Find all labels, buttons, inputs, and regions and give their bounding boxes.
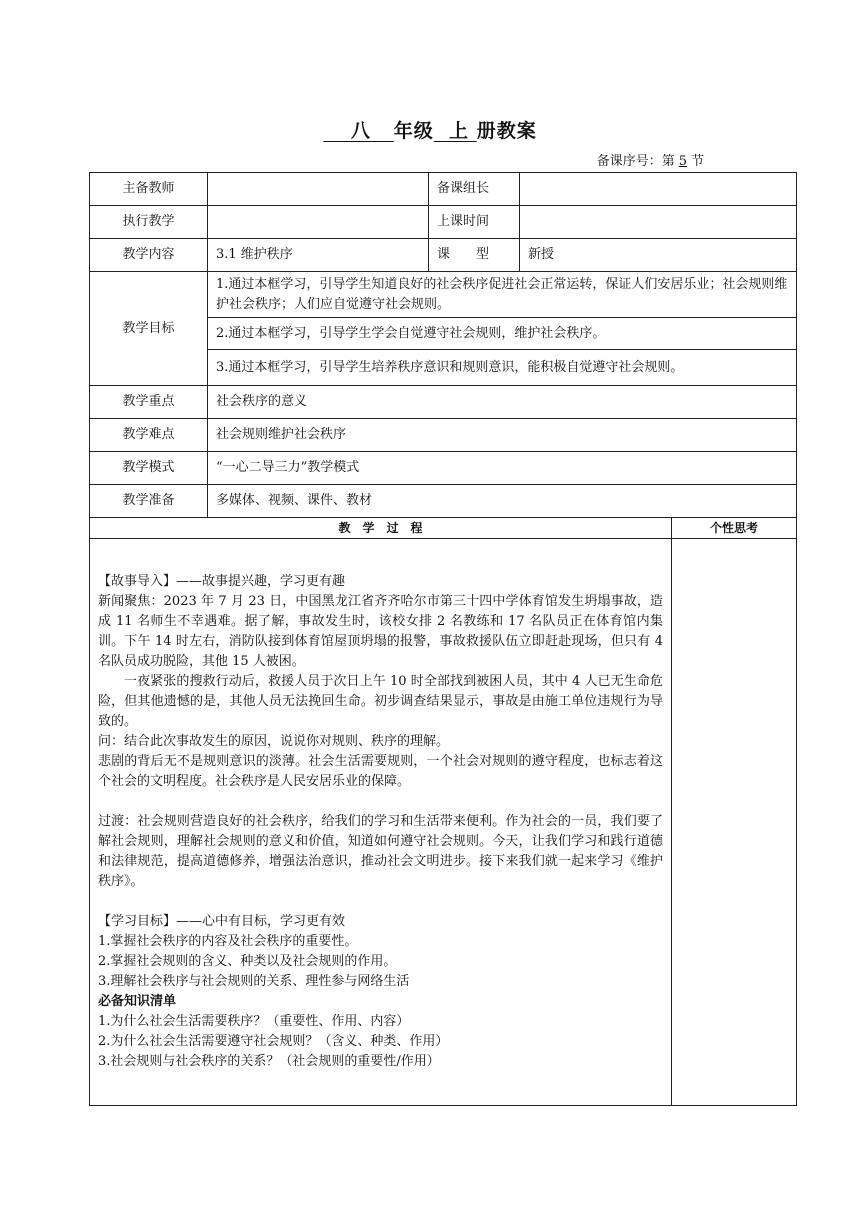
answer-paragraph: 悲剧的背后无不是规则意识的淡薄。社会生活需要规则，一个社会对规则的遵守程度，也标志着这个社会的文明程度。社会秩序是人民安居乐业的保障。 — [98, 754, 663, 789]
process-body — [90, 539, 672, 1106]
objective-item: 1.掌握社会秩序的内容及社会秩序的重要性。 — [98, 934, 358, 949]
lesson-num: 5 — [678, 154, 687, 169]
checklist-item: 1.为什么社会生活需要秩序？（重要性、作用、内容） — [98, 1014, 410, 1029]
transition-paragraph: 过渡：社会规则营造良好的社会秩序，给我们的学习和生活带来便利。作为社会的一员，我们要了解社会规则，理解社会规则的意义和价值，知道如何遵守社会规则。今天，让我们学习和践行道德和法律规范，提高道德修养，增强法治意识，推动社会文明进步。接下来我们就一起来学习《维护秩序》。 — [98, 814, 663, 889]
chief-teacher-value[interactable] — [208, 173, 429, 206]
row-exec-teacher — [90, 206, 797, 239]
row-mode — [90, 452, 797, 485]
thinking-heading: 个性思考 — [672, 518, 797, 539]
checklist-title: 必备知识清单 — [98, 994, 177, 1009]
key-value: 社会秩序的意义 — [208, 386, 797, 419]
lesson-plan-table — [89, 172, 797, 1106]
row-difficulty — [90, 419, 797, 452]
objective-item: 2.掌握社会规则的含义、种类以及社会规则的作用。 — [98, 954, 397, 969]
group-leader-label: 备课组长 — [429, 173, 520, 206]
mode-label: 教学模式 — [90, 452, 208, 485]
type-value: 新授 — [520, 239, 797, 272]
lesson-number — [597, 150, 704, 169]
volume-field: 上 — [449, 120, 470, 142]
prep-value: 多媒体、视频、课件、教材 — [208, 485, 797, 518]
goal-item: 3.通过本框学习，引导学生培养秩序意识和规则意识，能积极自觉遵守社会规则。 — [208, 350, 797, 386]
checklist-item: 3.社会规则与社会秩序的关系？（社会规则的重要性/作用） — [98, 1054, 440, 1069]
row-content — [90, 239, 797, 272]
class-time-value[interactable] — [520, 206, 797, 239]
lesson-prefix: 备课序号：第 — [596, 154, 675, 169]
spacer — [98, 892, 663, 912]
mode-value: “一心二导三力”教学模式 — [208, 452, 797, 485]
grade-suffix: 年级 — [393, 120, 434, 142]
type-label: 课 型 — [429, 239, 520, 272]
lesson-suffix: 节 — [690, 154, 704, 169]
prep-label: 教学准备 — [90, 485, 208, 518]
grade-field: 八 — [350, 120, 371, 142]
group-leader-value[interactable] — [520, 173, 797, 206]
row-chief-teacher — [90, 173, 797, 206]
row-key — [90, 386, 797, 419]
objective-item: 3.理解社会秩序与社会规则的关系、理性参与网络生活 — [98, 974, 410, 989]
key-label: 教学重点 — [90, 386, 208, 419]
volume-suffix: 册教案 — [476, 120, 537, 142]
content-value: 3.1 维护秩序 — [208, 239, 429, 272]
row-process-head — [90, 518, 797, 539]
row-process-body — [90, 539, 797, 1106]
question-paragraph: 问：结合此次事故发生的原因，说说你对规则、秩序的理解。 — [98, 734, 450, 749]
exec-teacher-value[interactable] — [208, 206, 429, 239]
difficulty-value: 社会规则维护社会秩序 — [208, 419, 797, 452]
thinking-notes[interactable] — [672, 539, 797, 1106]
page-title — [0, 116, 860, 143]
process-heading: 教 学 过 程 — [90, 518, 672, 539]
content-label: 教学内容 — [90, 239, 208, 272]
news-paragraph: 新闻聚焦：2023 年 7 月 23 日，中国黑龙江省齐齐哈尔市第三十四中学体育馆发生坍塌事故，造成 11 名师生不幸遇难。据了解，事故发生时，该校女排 2 名教练和 17 名队员正在体育馆内集训。下午 14 时左右，消防队接到体育馆屋顶坍塌的报警，事故救援队伍立即赶赴现场，但只有 4 名队员成功脱险，其他 15 人被困。 — [98, 594, 663, 669]
class-time-label: 上课时间 — [429, 206, 520, 239]
goals-label: 教学目标 — [90, 272, 208, 386]
goal-item: 2.通过本框学习，引导学生学会自觉遵守社会规则，维护社会秩序。 — [208, 318, 797, 350]
row-goal-1 — [90, 272, 797, 318]
chief-teacher-label: 主备教师 — [90, 173, 208, 206]
intro-title: 【故事导入】——故事提兴趣，学习更有趣 — [98, 574, 346, 589]
row-prep — [90, 485, 797, 518]
spacer — [98, 792, 663, 812]
rescue-paragraph: 一夜紧张的搜救行动后，救援人员于次日上午 10 时全部找到被困人员，其中 4 人已无生命危险，但其他遗憾的是，其他人员无法挽回生命。初步调查结果显示，事故是由施工单位违规行为导致的。 — [98, 674, 663, 729]
checklist-item: 2.为什么社会生活需要遵守社会规则？（含义、种类、作用） — [98, 1034, 449, 1049]
objectives-title: 【学习目标】——心中有目标，学习更有效 — [98, 914, 346, 929]
goal-item: 1.通过本框学习，引导学生知道良好的社会秩序促进社会正常运转，保证人们安居乐业；社会规则维护社会秩序；人们应自觉遵守社会规则。 — [208, 272, 797, 318]
difficulty-label: 教学难点 — [90, 419, 208, 452]
exec-teacher-label: 执行教学 — [90, 206, 208, 239]
